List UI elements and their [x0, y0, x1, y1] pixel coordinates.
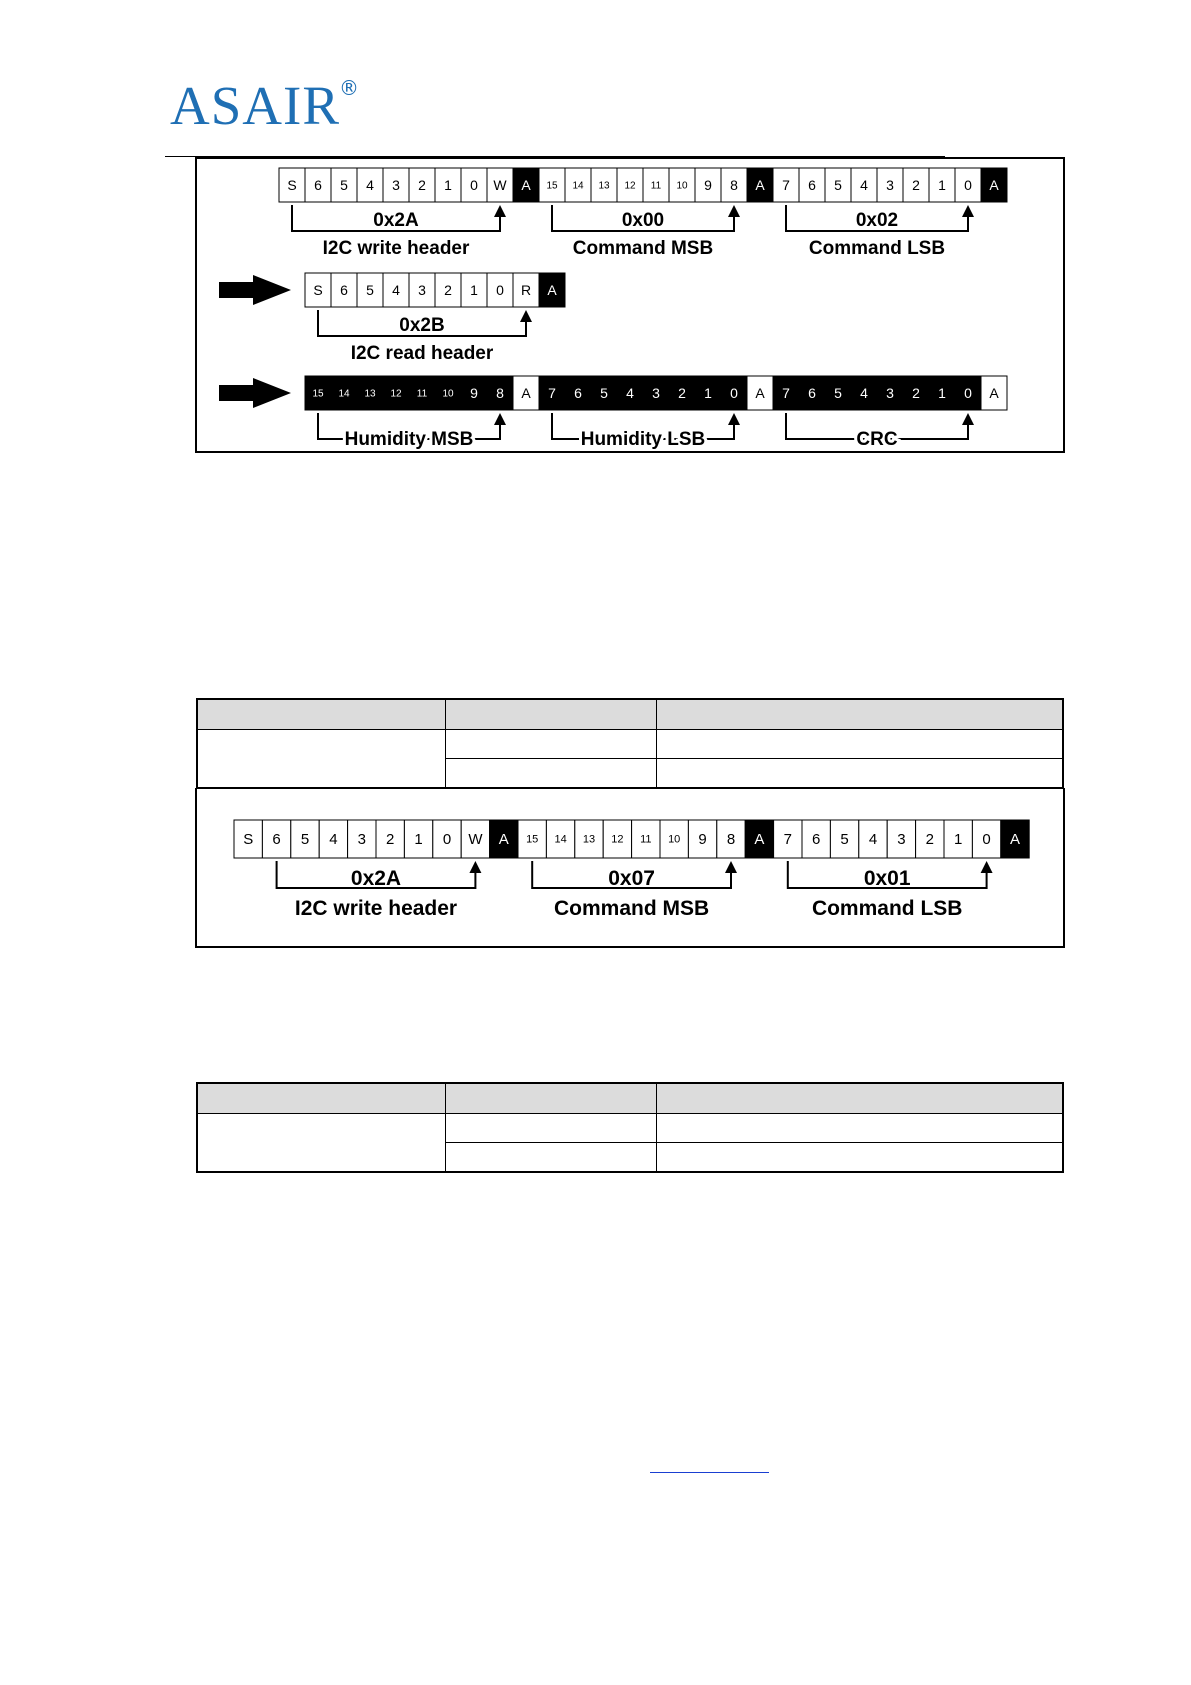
bit-cell: [1001, 820, 1029, 858]
bit-cell: [461, 376, 487, 410]
bit-label: 1: [938, 385, 946, 401]
bit-cell: [487, 273, 513, 307]
field-label: Humidity LSB: [580, 429, 706, 450]
bit-cell: [433, 820, 461, 858]
bit-cell: [518, 820, 546, 858]
bit-label: 10: [442, 388, 454, 400]
bit-cell: [825, 376, 851, 410]
bit-cell: [305, 168, 331, 202]
bit-label: 8: [730, 177, 738, 193]
bit-cell: [903, 376, 929, 410]
table-header-cell: [656, 699, 1063, 730]
bit-cell: [331, 273, 357, 307]
field-label: Humidity MSB: [344, 429, 474, 450]
bit-cell: [695, 376, 721, 410]
bit-cell: [357, 376, 383, 410]
command-write-figure: [195, 788, 1065, 948]
bit-cell: [669, 168, 695, 202]
command-write-diagram: [197, 789, 1063, 945]
bit-cell: [981, 376, 1007, 410]
bit-cell: [409, 273, 435, 307]
bit-label: 6: [574, 385, 582, 401]
table-header-row: [197, 1083, 1063, 1114]
bit-label: 8: [496, 385, 504, 401]
bit-label: 0: [964, 385, 972, 401]
bit-label: 6: [314, 177, 322, 193]
bit-cell: [487, 376, 513, 410]
bit-cell: [383, 376, 409, 410]
bit-label: W: [493, 177, 507, 193]
bit-cell: [955, 376, 981, 410]
bit-label: 3: [886, 177, 894, 193]
table-header-cell: [656, 1083, 1063, 1114]
bit-cell: [435, 273, 461, 307]
bit-label: 13: [582, 833, 596, 846]
bit-label: 10: [668, 833, 681, 846]
field-label: I2C write header: [294, 897, 458, 920]
bit-cell: [643, 376, 669, 410]
bit-label: 7: [782, 385, 790, 401]
bit-cell: [617, 168, 643, 202]
logo-text: ASAIR: [170, 75, 341, 136]
bit-cell: [490, 820, 518, 858]
bit-label: 1: [470, 282, 478, 298]
field-value: 0x2B: [399, 315, 445, 336]
humidity-read-sequence-figure: [195, 157, 1065, 453]
bit-label: 5: [600, 385, 608, 401]
bit-label: 5: [300, 831, 310, 848]
field-value: 0x07: [608, 867, 655, 890]
bit-label: 3: [357, 831, 366, 848]
table-cell: [197, 1114, 445, 1173]
bit-label: 10: [676, 180, 688, 192]
bit-label: S: [287, 177, 297, 193]
table-cell: [656, 1143, 1063, 1173]
table-header-cell: [445, 1083, 656, 1114]
bit-cell: [357, 273, 383, 307]
bit-cell: [688, 820, 716, 858]
bit-label: 7: [548, 385, 556, 401]
field-value: 0x00: [621, 210, 665, 231]
bit-cell: [461, 168, 487, 202]
bit-cell: [435, 376, 461, 410]
command-table-1: [196, 698, 1064, 789]
bit-cell: [262, 820, 290, 858]
bit-label: 6: [808, 385, 816, 401]
bit-label: 3: [418, 282, 426, 298]
bit-cell: [903, 168, 929, 202]
bit-label: 8: [726, 831, 736, 848]
bit-label: A: [498, 831, 509, 848]
bit-cell: [404, 820, 432, 858]
bit-label: A: [989, 177, 999, 193]
field-value: 0x2A: [350, 867, 402, 890]
bit-cell: [539, 273, 565, 307]
bit-cell: [409, 376, 435, 410]
bit-cell: [747, 168, 773, 202]
table-row: [197, 730, 1063, 759]
field-label: Command LSB: [808, 238, 946, 259]
bit-label: W: [468, 831, 483, 848]
bit-cell: [357, 168, 383, 202]
bit-cell: [955, 168, 981, 202]
registered-mark: ®: [339, 76, 359, 100]
bit-cell: [851, 376, 877, 410]
bit-label: 2: [912, 177, 920, 193]
bit-cell: [435, 168, 461, 202]
field-label: Command MSB: [554, 897, 710, 920]
bit-label: 3: [897, 831, 906, 848]
bit-label: 4: [860, 177, 868, 193]
table-cell: [445, 1143, 656, 1173]
bit-label: A: [755, 177, 765, 193]
bit-label: 1: [938, 177, 946, 193]
table-cell: [656, 759, 1063, 789]
bit-label: 0: [470, 177, 478, 193]
bit-label: 2: [925, 831, 934, 848]
bit-cell: [972, 820, 1000, 858]
bit-label: 14: [338, 388, 350, 400]
humidity-read-sequence-diagram: [197, 159, 1063, 451]
bit-label: 4: [860, 385, 868, 401]
bit-cell: [513, 376, 539, 410]
bit-cell: [546, 820, 574, 858]
bit-cell: [643, 168, 669, 202]
bit-cell: [877, 376, 903, 410]
bit-label: 3: [392, 177, 400, 193]
bit-cell: [825, 168, 851, 202]
bit-cell: [383, 273, 409, 307]
table-cell: [445, 1114, 656, 1143]
bit-label: 4: [329, 831, 338, 848]
bit-label: 6: [808, 177, 816, 193]
bit-cell: [745, 820, 773, 858]
bit-label: 11: [640, 833, 652, 846]
bit-cell: [830, 820, 858, 858]
bit-label: A: [547, 282, 557, 298]
bit-cell: [487, 168, 513, 202]
field-label: I2C write header: [322, 238, 470, 259]
bit-cell: [305, 273, 331, 307]
bit-label: 5: [834, 177, 842, 193]
bit-label: 0: [496, 282, 504, 298]
bit-label: R: [520, 282, 532, 298]
bit-label: 1: [444, 177, 452, 193]
field-label: CRC: [856, 429, 898, 450]
bit-cell: [331, 168, 357, 202]
field-label: Command LSB: [811, 897, 963, 920]
bit-label: 4: [868, 831, 878, 848]
bit-cell: [591, 376, 617, 410]
bit-label: 12: [624, 180, 636, 192]
bit-label: A: [521, 385, 531, 401]
bit-label: 7: [782, 177, 790, 193]
bit-cell: [279, 168, 305, 202]
bit-label: 1: [704, 385, 712, 401]
bit-cell: [773, 376, 799, 410]
bit-label: 0: [982, 831, 991, 848]
bit-label: A: [1009, 831, 1021, 848]
field-value: 0x02: [855, 210, 899, 231]
table-header-row: [197, 699, 1063, 730]
bit-cell: [603, 820, 631, 858]
bit-label: 11: [416, 388, 428, 400]
table-header-cell: [197, 1083, 445, 1114]
bit-cell: [774, 820, 802, 858]
bit-label: 9: [698, 831, 707, 848]
bit-cell: [539, 168, 565, 202]
table-header-cell: [445, 699, 656, 730]
field-value: 0x2A: [373, 210, 419, 231]
bit-cell: [877, 168, 903, 202]
bit-label: 15: [546, 180, 558, 192]
bit-cell: [319, 820, 347, 858]
bit-label: 1: [954, 831, 963, 848]
bit-label: S: [313, 282, 323, 298]
bit-label: 9: [704, 177, 712, 193]
bit-label: 12: [611, 833, 624, 846]
bit-cell: [887, 820, 915, 858]
bit-cell: [929, 376, 955, 410]
bit-cell: [461, 273, 487, 307]
bit-label: 11: [650, 180, 662, 192]
table-cell: [197, 730, 445, 789]
bit-cell: [851, 168, 877, 202]
bit-cell: [721, 376, 747, 410]
bit-label: 6: [272, 831, 281, 848]
bit-label: 3: [652, 385, 660, 401]
bit-label: 5: [834, 385, 842, 401]
bit-label: 2: [444, 282, 452, 298]
bit-label: 9: [470, 385, 478, 401]
field-value: 0x01: [863, 867, 911, 890]
bit-cell: [617, 376, 643, 410]
field-label: Command MSB: [572, 238, 714, 259]
table-cell: [656, 1114, 1063, 1143]
bit-cell: [747, 376, 773, 410]
bit-cell: [513, 168, 539, 202]
bit-cell: [721, 168, 747, 202]
bit-label: 4: [392, 282, 400, 298]
bit-label: A: [989, 385, 999, 401]
bit-cell: [305, 376, 331, 410]
bit-label: 5: [340, 177, 348, 193]
bit-cell: [376, 820, 404, 858]
bit-cell: [916, 820, 944, 858]
table-cell: [445, 759, 656, 789]
bit-label: 4: [626, 385, 634, 401]
bit-label: 1: [414, 831, 423, 848]
bit-cell: [859, 820, 887, 858]
bit-label: 2: [418, 177, 426, 193]
bit-cell: [944, 820, 972, 858]
bit-label: 13: [598, 180, 610, 192]
sequence-arrow-icon: [219, 378, 291, 408]
bit-cell: [539, 376, 565, 410]
bit-cell: [929, 168, 955, 202]
footer-link[interactable]: [650, 1452, 769, 1473]
bit-label: 4: [366, 177, 374, 193]
bit-label: A: [755, 385, 765, 401]
bit-cell: [773, 168, 799, 202]
bit-cell: [799, 376, 825, 410]
table-row: [197, 1114, 1063, 1143]
field-label: I2C read header: [350, 343, 494, 364]
bit-label: 15: [312, 388, 324, 400]
bit-cell: [981, 168, 1007, 202]
bit-label: 3: [886, 385, 894, 401]
bit-cell: [660, 820, 688, 858]
bit-label: 5: [366, 282, 374, 298]
bit-cell: [669, 376, 695, 410]
bit-label: 15: [526, 833, 539, 846]
bit-cell: [695, 168, 721, 202]
bit-cell: [575, 820, 603, 858]
sequence-arrow-icon: [219, 275, 291, 305]
bit-cell: [799, 168, 825, 202]
bit-label: 0: [964, 177, 972, 193]
bit-label: 7: [783, 831, 792, 848]
bit-label: 0: [442, 831, 452, 848]
bit-cell: [409, 168, 435, 202]
bit-label: 2: [912, 385, 920, 401]
bit-label: 5: [840, 831, 849, 848]
bit-label: A: [521, 177, 531, 193]
bit-cell: [802, 820, 830, 858]
table-cell: [445, 730, 656, 759]
bit-label: 6: [812, 831, 821, 848]
bit-label: 6: [340, 282, 348, 298]
bit-label: 2: [678, 385, 686, 401]
table-header-cell: [197, 699, 445, 730]
bit-cell: [234, 820, 262, 858]
bit-label: 12: [390, 388, 402, 400]
bit-label: S: [243, 831, 254, 848]
bit-cell: [565, 376, 591, 410]
bit-label: A: [754, 831, 765, 848]
bit-cell: [291, 820, 319, 858]
bit-cell: [513, 273, 539, 307]
company-logo: [170, 75, 359, 136]
bit-label: 2: [386, 831, 395, 848]
bit-cell: [717, 820, 745, 858]
bit-cell: [632, 820, 660, 858]
bit-cell: [348, 820, 376, 858]
command-table-2: [196, 1082, 1064, 1173]
bit-cell: [591, 168, 617, 202]
bit-label: 13: [364, 388, 376, 400]
bit-label: 14: [554, 833, 567, 846]
bit-label: 14: [572, 180, 584, 192]
bit-cell: [461, 820, 489, 858]
bit-cell: [383, 168, 409, 202]
bit-cell: [331, 376, 357, 410]
bit-cell: [565, 168, 591, 202]
table-cell: [656, 730, 1063, 759]
bit-label: 0: [730, 385, 738, 401]
